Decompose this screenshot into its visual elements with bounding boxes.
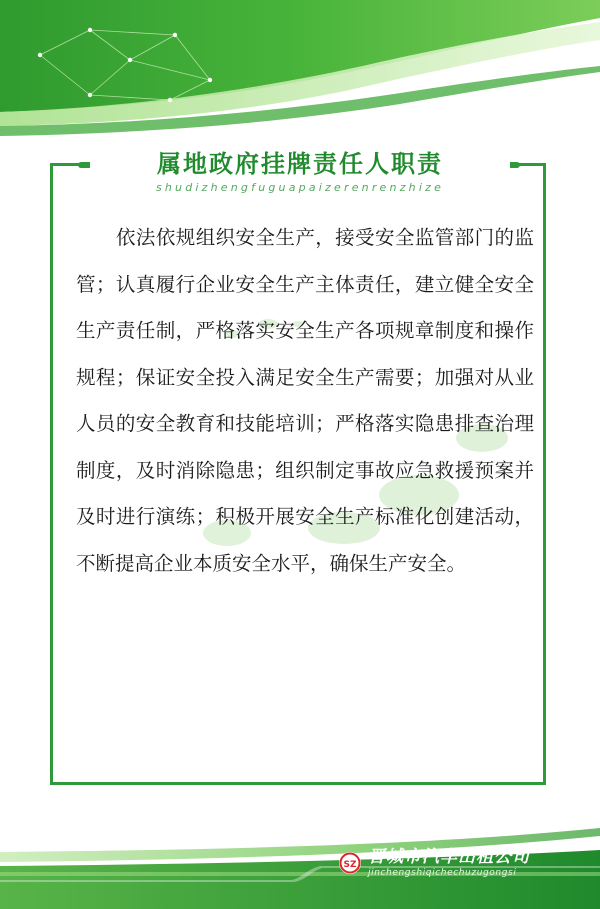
title-block [90, 145, 510, 197]
company-branding [338, 838, 588, 888]
svg-text:SZ: SZ [343, 860, 357, 870]
sz-logo-icon [338, 851, 362, 875]
page-subtitle-pinyin: shudizhengfuguapaizerenrenzhize [155, 181, 445, 194]
company-name: 晋城市汽车出租公司 [368, 847, 530, 867]
header-banner [0, 0, 600, 140]
company-pinyin: jinchengshiqichechuzugongsi [368, 868, 517, 878]
page-title: 属地政府挂牌责任人职责 [157, 149, 443, 178]
responsibility-text: 依法依规组织安全生产，接受安全监管部门的监管；认真履行企业安全生产主体责任，建立健全安全生产责任制，严格落实安全生产各项规章制度和操作规程；保证安全投入满足安全生产需要；加强对从业人员的安全教育和技能培训；严格落实隐患排查治理制度，及时消除隐患；组织制定事故应急救援预案并及时进行演练；积极开展安全生产标准化创建活动，不断提高企业本质安全水平，确保生产安全。 [76, 226, 534, 575]
